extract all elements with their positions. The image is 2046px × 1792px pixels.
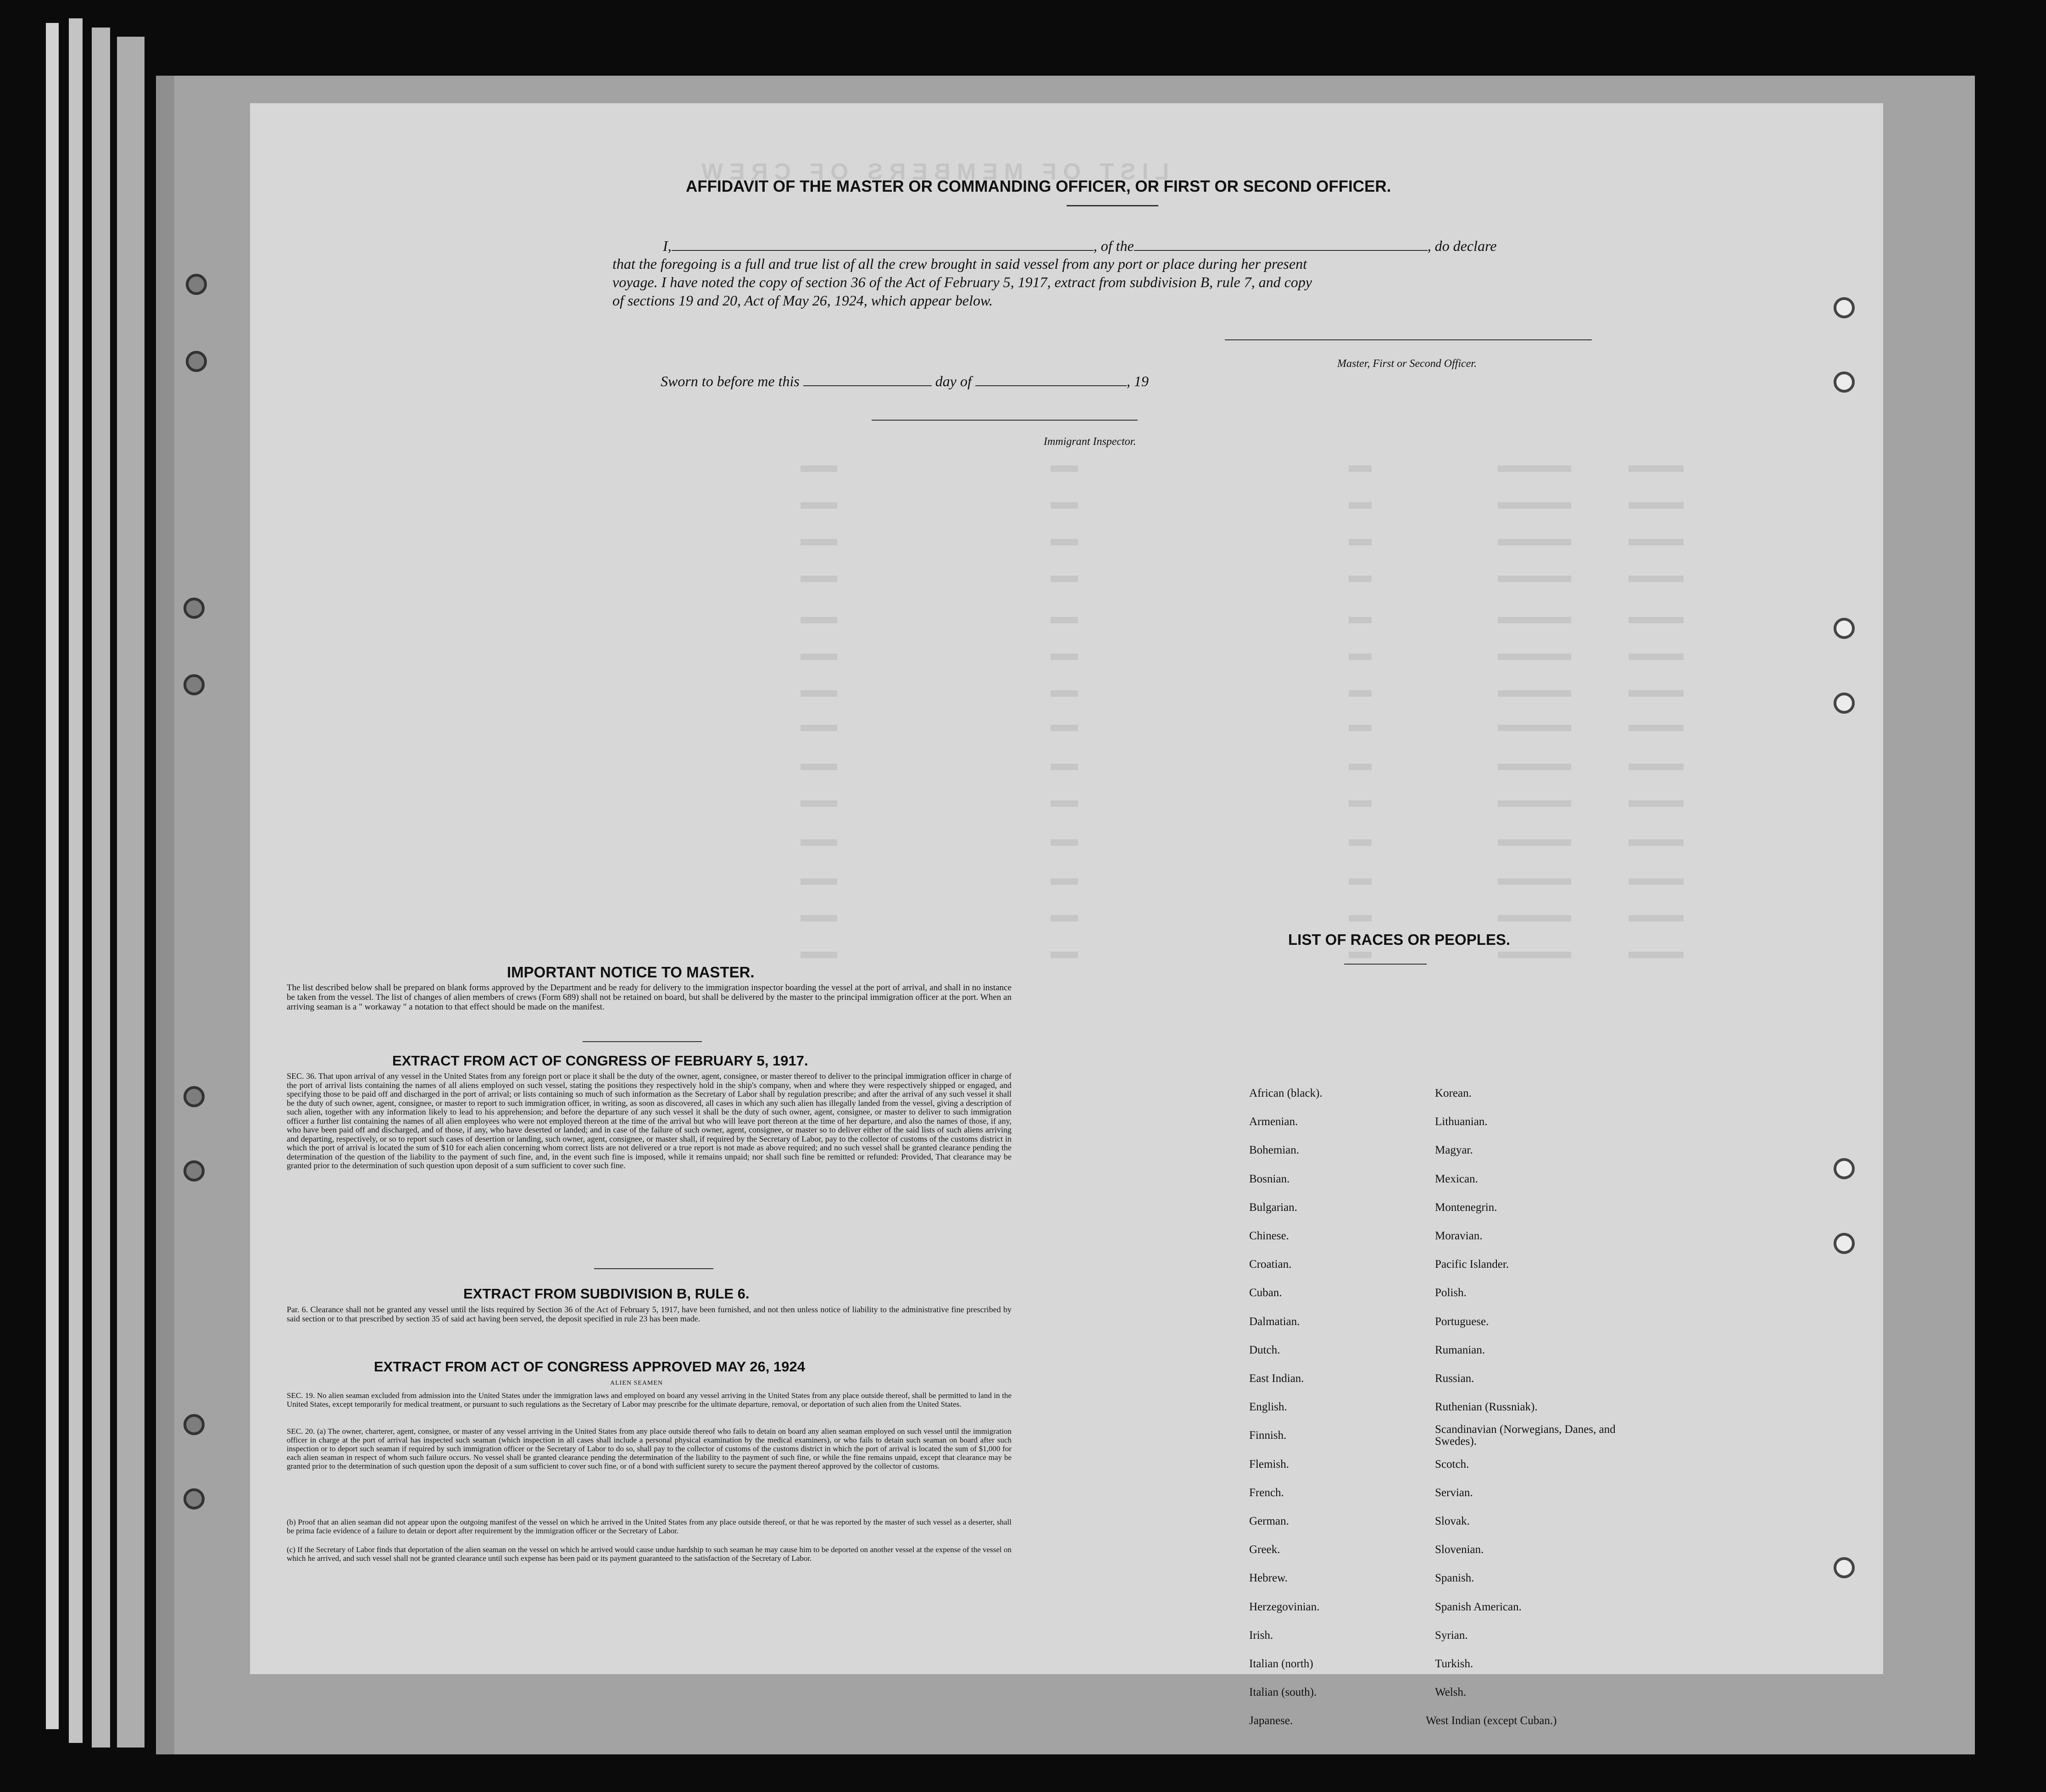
bleed-through-mark: [1629, 617, 1684, 623]
bleed-through-mark: [1629, 725, 1684, 731]
race-item: Scotch.: [1435, 1458, 1469, 1470]
alien-seamen-subtitle: ALIEN SEAMEN: [610, 1380, 663, 1387]
bleed-through-mark: [801, 952, 837, 958]
race-item: Spanish American.: [1435, 1600, 1522, 1613]
bleed-through-mark: [801, 502, 837, 509]
bleed-through-row: [250, 498, 1883, 516]
bleed-through-mark: [801, 576, 837, 582]
bleed-through-row: [250, 796, 1883, 814]
race-item: Rumanian.: [1435, 1343, 1485, 1356]
race-item: Irish.: [1249, 1629, 1273, 1642]
bleed-through-mark: [1498, 466, 1571, 472]
race-item: Montenegrin.: [1435, 1201, 1497, 1214]
race-item: Portuguese.: [1435, 1315, 1489, 1328]
bleed-through-mark: [1349, 839, 1372, 846]
race-item: Bosnian.: [1249, 1172, 1290, 1185]
title-rule: [1067, 205, 1158, 206]
bleed-through-row: [250, 947, 1883, 965]
bleed-through-mark: [1498, 502, 1571, 509]
race-item: Russian.: [1435, 1372, 1474, 1385]
bleed-through-mark: [801, 539, 837, 545]
binder-hole: [183, 1488, 205, 1509]
bleed-through-mark: [1051, 952, 1078, 958]
bleed-through-mark: [1349, 576, 1372, 582]
bleed-through-mark: [1349, 764, 1372, 770]
affidavit-line-4: of sections 19 and 20, Act of May 26, 1924, which appear below.: [612, 292, 993, 309]
inspector-label: Immigrant Inspector.: [1044, 436, 1136, 448]
bleed-through-mark: [801, 839, 837, 846]
bleed-through-mark: [1629, 952, 1684, 958]
races-title: LIST OF RACES OR PEOPLES.: [1288, 931, 1511, 948]
bleed-through-mark: [801, 654, 837, 660]
race-item: Dalmatian.: [1249, 1315, 1300, 1328]
sec-20c-body: (c) If the Secretary of Labor finds that deportation of the alien seaman on the vessel on which he arrived would cause undue hardship to such seaman he may cause him to be deported on another vessel at the expense of the vessel on which he arrived, and such vessel shall not be granted clearance until such expense has been paid or its payment guaranteed to the satisfaction of the Secretary of Labor.: [287, 1545, 1012, 1563]
signature-label: Master, First or Second Officer.: [1337, 358, 1477, 370]
page-hole: [1834, 618, 1855, 639]
bleed-through-row: [250, 874, 1883, 892]
bleed-through-mark: [1051, 915, 1078, 921]
day-of-label: day of: [935, 373, 972, 389]
bleed-through-mark: [801, 690, 837, 697]
race-item: Korean.: [1435, 1087, 1472, 1099]
bleed-through-mark: [1498, 617, 1571, 623]
affidavit-line-3: voyage. I have noted the copy of section 36 of the Act of February 5, 1917, extract from subdivision B, rule 7, and copy: [612, 274, 1312, 290]
race-item: Chinese.: [1249, 1230, 1289, 1242]
bleed-through-mark: [1629, 915, 1684, 921]
binder-hole: [183, 1160, 205, 1182]
race-item: Finnish.: [1249, 1429, 1287, 1442]
bleed-through-mark: [1498, 764, 1571, 770]
race-item: Magyar.: [1435, 1144, 1473, 1157]
bleed-through-mark: [1629, 502, 1684, 509]
bleed-through-mark: [1629, 839, 1684, 846]
bleed-through-mark: [1498, 539, 1571, 545]
page-hole: [1834, 1233, 1855, 1254]
affidavit-of-the-label: , of the: [1093, 238, 1134, 254]
sworn-day-blank: [803, 372, 932, 386]
bleed-through-mark: [1349, 466, 1372, 472]
race-item: Servian.: [1435, 1486, 1473, 1499]
inspector-signature-line: [872, 420, 1138, 421]
race-item: Herzegovinian.: [1249, 1600, 1320, 1613]
bleed-through-mark: [801, 878, 837, 885]
race-item: Scandinavian (Norwegians, Danes, and Swedes).: [1435, 1423, 1616, 1448]
bleed-through-mark: [1051, 539, 1078, 545]
extract-1924-title: EXTRACT FROM ACT OF CONGRESS APPROVED MAY 26, 1924: [374, 1359, 805, 1375]
binder-hole: [183, 1086, 205, 1107]
page-edge-strip: [46, 23, 59, 1729]
affidavit-i-label: I,: [663, 238, 672, 254]
race-item: African (black).: [1249, 1087, 1323, 1099]
bleed-through-mark: [1051, 878, 1078, 885]
bleed-through-mark: [1498, 725, 1571, 731]
bleed-through-mark: [1629, 878, 1684, 885]
bleed-through-mark: [801, 617, 837, 623]
page-hole: [1834, 1557, 1855, 1578]
race-item: Armenian.: [1249, 1115, 1298, 1128]
sworn-line: [661, 372, 1149, 390]
bleed-through-row: [250, 910, 1883, 929]
bleed-through-mark: [1349, 725, 1372, 731]
extract-1917-body: SEC. 36. That upon arrival of any vessel in the United States from any foreign port or place it shall be the duty of the owner, agent, consignee, or master thereof to deliver to the principal immigration officer in charge of the port of arrival lists containing the names of all aliens employed on such vessel, stating the positions they respectively hold in the ship's company, when and where they were respectively shipped or engaged, and specifying those to be paid off and discharged in the port of arrival; or lists containing so much of such information as the Secretary of Labor shall by regulation prescribe; and after the arrival of any such vessel it shall be the duty of such owner, agent, consignee, or master to report to such immigration officer, in writing, as soon as discovered, all cases in which any such alien has illegally landed from the vessel, giving a description of such alien, together with any information likely to lead to his apprehension; and before the departure of any such vessel it shall be the duty of such owner, agent, consignee, or master to deliver to such immigration officer a further list containing the names of all alien employees who were not employed thereon at the time of the arrival but who will leave port thereon at the time of her departure, and also the names of those, if any, who have been paid off and discharged, and of those, if any, who have deserted or landed; and in case of the failure of such owner, agent, consignee, or master so to deliver either of the said lists of such aliens arriving and departing, respectively, or so to report such cases of desertion or landing, such owner, agent, consignee, or master shall, if required by the Secretary of Labor, pay to the collector of customs of the customs district in which the port of arrival is located the sum of $10 for each alien concerning whom correct lists are not delivered or a true report is not made as above required; and no such vessel shall be granted clearance pending the determination of the question of the liability to the payment of such fine, and, in the event such fine is imposed, while it remains unpaid; nor shall such fine be remitted or refunded: Provided, That clearance may be granted prior to the determination of such question upon deposit of a sum sufficient to cover such fine.: [287, 1071, 1012, 1170]
affidavit-declare-label: , do declare: [1427, 238, 1497, 254]
page-edge-strip: [69, 18, 83, 1743]
sec-19-body: SEC. 19. No alien seaman excluded from admission into the United States under the immigration laws and employed on board any vessel arriving in the United States from any place outside thereof, shall be permitted to land in the United States, except temporarily for medical treatment, or pursuant to such regulations as the Secretary of Labor may prescribe for the ultimate departure, removal, or deportation of such alien from the United States.: [287, 1391, 1012, 1409]
bleed-through-mark: [1629, 654, 1684, 660]
page-hole: [1834, 1158, 1855, 1179]
bleed-through-mark: [801, 915, 837, 921]
bleed-through-mark: [801, 725, 837, 731]
race-item: Japanese.: [1249, 1714, 1293, 1727]
sworn-label: Sworn to before me this: [661, 373, 800, 389]
bleed-through-mark: [1349, 690, 1372, 697]
bleed-through-mark: [1629, 764, 1684, 770]
race-item: English.: [1249, 1401, 1287, 1414]
bleed-through-mark: [1051, 764, 1078, 770]
race-item: Polish.: [1435, 1287, 1467, 1299]
page-hole: [1834, 372, 1855, 393]
bleed-through-heading: LIST OF MEMBERS OF CREW: [695, 159, 1169, 184]
bleed-through-mark: [1629, 576, 1684, 582]
bleed-through-mark: [1349, 502, 1372, 509]
bleed-through-mark: [1051, 654, 1078, 660]
bleed-through-mark: [1498, 576, 1571, 582]
bleed-through-mark: [1498, 952, 1571, 958]
race-item: French.: [1249, 1486, 1284, 1499]
sworn-month-blank: [975, 372, 1127, 386]
vessel-blank: [1134, 236, 1428, 251]
bleed-through-mark: [1349, 654, 1372, 660]
bleed-through-mark: [1349, 952, 1372, 958]
bleed-through-mark: [1349, 800, 1372, 807]
race-item: Ruthenian (Russniak).: [1435, 1401, 1538, 1414]
binder-hole: [183, 1414, 205, 1435]
bleed-through-mark: [1051, 800, 1078, 807]
extract-rule6-title: EXTRACT FROM SUBDIVISION B, RULE 6.: [463, 1286, 750, 1302]
race-item: Turkish.: [1435, 1658, 1473, 1670]
bleed-through-mark: [1498, 654, 1571, 660]
page-edge-strip: [117, 37, 145, 1748]
page-edge-strip: [92, 28, 110, 1748]
notice-title: IMPORTANT NOTICE TO MASTER.: [507, 964, 755, 981]
extract-1917-title: EXTRACT FROM ACT OF CONGRESS OF FEBRUARY 5, 1917.: [392, 1053, 808, 1069]
sec-20b-body: (b) Proof that an alien seaman did not appear upon the outgoing manifest of the vessel on which he arrived in the United States from any place outside thereof, or that he was reported by the master of such vessel as a deserter, shall be prima facie evidence of a failure to detain or deport after requirement by the immigration officer or the Secretary of Labor.: [287, 1518, 1012, 1535]
extract-rule6-body: Par. 6. Clearance shall not be granted any vessel until the lists required by Section 36 of the Act of February 5, 1917, have been furnished, and not then unless notice of liability to the administrative fine prescribed by said section or to that prescribed by section 35 of said act having been served, the deposit specified in rule 23 has been made.: [287, 1305, 1012, 1323]
affidavit-line-2: that the foregoing is a full and true list of all the crew brought in said vessel from any port or place during her present: [612, 255, 1307, 272]
race-item: Welsh.: [1435, 1686, 1467, 1699]
race-item: Pacific Islander.: [1435, 1258, 1509, 1271]
bleed-through-mark: [1051, 725, 1078, 731]
bleed-through-mark: [1051, 690, 1078, 697]
race-item: Slovak.: [1435, 1515, 1470, 1527]
bleed-through-mark: [1498, 839, 1571, 846]
bleed-through-row: [250, 612, 1883, 631]
bleed-through-mark: [801, 800, 837, 807]
race-item: Lithuanian.: [1435, 1115, 1488, 1128]
bleed-through-mark: [1629, 539, 1684, 545]
race-item: Bulgarian.: [1249, 1201, 1297, 1214]
page-hole: [1834, 297, 1855, 318]
bleed-through-mark: [1051, 617, 1078, 623]
bleed-through-mark: [1498, 690, 1571, 697]
notice-rule: [583, 1041, 702, 1042]
bleed-through-row: [250, 759, 1883, 777]
binder-hole: [186, 274, 207, 295]
races-rule: [1344, 964, 1427, 965]
race-item: East Indian.: [1249, 1372, 1304, 1385]
bleed-through-mark: [1498, 878, 1571, 885]
signature-line: [1225, 339, 1592, 340]
affidavit-title: AFFIDAVIT OF THE MASTER OR COMMANDING OFFICER, OR FIRST OR SECOND OFFICER.: [686, 178, 1391, 195]
bleed-through-mark: [801, 764, 837, 770]
race-item: Dutch.: [1249, 1343, 1280, 1356]
bleed-through-row: [250, 720, 1883, 738]
bleed-through-mark: [1051, 502, 1078, 509]
bleed-through-row: [250, 686, 1883, 704]
bleed-through-mark: [1349, 915, 1372, 921]
page-hole: [1834, 693, 1855, 714]
bleed-through-mark: [1498, 915, 1571, 921]
race-item: Greek.: [1249, 1543, 1280, 1556]
bleed-through-mark: [1629, 690, 1684, 697]
race-item: Croatian.: [1249, 1258, 1292, 1271]
race-item: Mexican.: [1435, 1172, 1478, 1185]
race-item: West Indian (except Cuban.): [1426, 1714, 1557, 1727]
bleed-through-row: [250, 461, 1883, 479]
race-item: Spanish.: [1435, 1572, 1474, 1585]
race-item: Moravian.: [1435, 1230, 1483, 1242]
name-blank: [672, 236, 1094, 251]
race-item: Flemish.: [1249, 1458, 1289, 1470]
document-page: [250, 103, 1883, 1727]
race-item: Italian (south).: [1249, 1686, 1317, 1699]
notice-body: The list described below shall be prepared on blank forms approved by the Department and be ready for delivery to the immigration inspector boarding the vessel at the port of arrival, and shall in no instance be taken from the vessel. The list of changes of alien members of crews (Form 689) shall not be retained on board, but shall be delivered by the master to the principal immigration officer at the port. When an arriving seaman is a " workaway " a notation to that effect should be made on the manifest.: [287, 983, 1012, 1012]
bleed-through-mark: [1349, 617, 1372, 623]
race-item: Italian (north): [1249, 1658, 1313, 1670]
race-item: Cuban.: [1249, 1287, 1282, 1299]
bleed-through-mark: [1051, 466, 1078, 472]
affidavit-line-1: [663, 236, 1496, 255]
bleed-through-row: [250, 534, 1883, 553]
bleed-through-mark: [1629, 800, 1684, 807]
year-label: , 19: [1126, 373, 1149, 389]
binder-hole: [183, 598, 205, 619]
bleed-through-mark: [801, 466, 837, 472]
binder-hole: [183, 674, 205, 695]
bleed-through-row: [250, 835, 1883, 853]
extract-1917-rule: [594, 1268, 713, 1269]
bleed-through-mark: [1349, 878, 1372, 885]
bleed-through-mark: [1349, 539, 1372, 545]
bleed-through-mark: [1051, 839, 1078, 846]
binder-hole: [186, 351, 207, 372]
bleed-through-row: [250, 571, 1883, 589]
bleed-through-mark: [1498, 800, 1571, 807]
race-item: Hebrew.: [1249, 1572, 1288, 1585]
bleed-through-row: [250, 649, 1883, 667]
sec-20a-body: SEC. 20. (a) The owner, charterer, agent, consignee, or master of any vessel arriving in the United States from any place outside thereof who fails to detain on board any alien seaman employed on such vessel until the immigration officer in charge at the port of arrival has inspected such seaman (which inspection in all cases shall include a personal physical examination by the medical examiners), or who fails to detain such seaman on board after such inspection or to deport such seaman if required by such immigration officer or the Secretary of Labor to do so, shall pay to the collector of customs of the customs district in which the port of arrival is located the sum of $1,000 for each alien seaman in respect of whom such failure occurs. No vessel shall be granted clearance pending the determination of the liability to the payment of such fine, or while the fine remains unpaid, except that clearance may be granted prior to the determination of such question upon the deposit of a sum sufficient to cover such fine, or of a bond with sufficient surety to secure the payment thereof approved by the collector of customs.: [287, 1427, 1012, 1470]
race-item: Slovenian.: [1435, 1543, 1484, 1556]
bleed-through-mark: [1051, 576, 1078, 582]
race-item: Syrian.: [1435, 1629, 1468, 1642]
race-item: German.: [1249, 1515, 1289, 1527]
bleed-through-mark: [1629, 466, 1684, 472]
race-item: Bohemian.: [1249, 1144, 1300, 1157]
